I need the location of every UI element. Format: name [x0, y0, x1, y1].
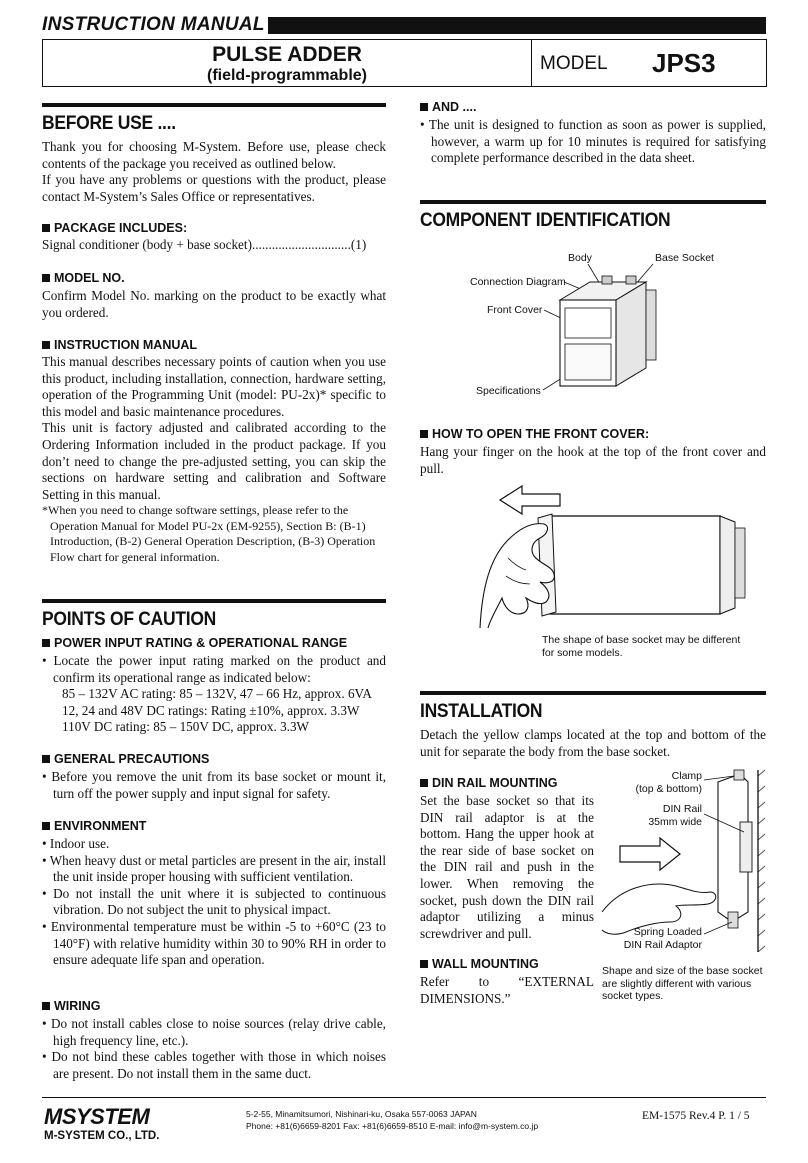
- label-spring-adaptor: Spring Loaded DIN Rail Adaptor: [623, 926, 702, 951]
- wall-mounting-text: Refer to “EXTERNAL DIMENSIONS.”: [420, 974, 594, 1006]
- base-socket-note: The shape of base socket may be different for some models.: [542, 634, 741, 659]
- wiring-heading: WIRING: [42, 999, 101, 1013]
- product-title-box: [42, 39, 532, 87]
- general-precautions-heading: GENERAL PRECAUTIONS: [42, 752, 209, 766]
- power-dc: 110V DC rating: 85 – 150V DC, approx. 3.3W: [62, 719, 310, 735]
- product-subtitle: (field-programmable): [206, 67, 367, 84]
- component-identification-heading: COMPONENT IDENTIFICATION: [420, 210, 671, 231]
- and-text: [420, 117, 766, 167]
- list-item: • Do not install cables close to noise sources (relay drive cable, high frequency line, etc.).: [42, 1016, 386, 1048]
- instruction-manual-text: [42, 354, 386, 565]
- before-use-intro: [42, 139, 386, 205]
- model-number: JPS3: [652, 48, 716, 78]
- din-rail-figure-note: Shape and size of the base socket are slightly different with various socket types.: [602, 965, 763, 1002]
- wall-mounting-heading: WALL MOUNTING: [420, 957, 539, 971]
- label-front-cover: Front Cover: [487, 304, 543, 316]
- section-bar: [42, 103, 386, 107]
- document-number: EM-1575 Rev.4 P. 1 / 5: [642, 1110, 750, 1122]
- power-dc: 12, 24 and 48V DC ratings: Rating ±10%, approx. 3.3W: [62, 702, 360, 718]
- model-no-text: Confirm Model No. marking on the product to be exactly what you ordered.: [42, 288, 386, 320]
- installation-heading: INSTALLATION: [420, 701, 543, 722]
- list-item: • Indoor use.: [42, 836, 110, 851]
- list-item: • Do not bind these cables together with those in which noises are present. Do not install them in the same duct.: [42, 1049, 386, 1081]
- environment-list: [42, 836, 386, 969]
- environment-heading: ENVIRONMENT: [42, 819, 146, 833]
- product-title: PULSE ADDER: [212, 43, 362, 66]
- intro-paragraph: If you have any problems or questions with the product, please contact M-System’s Sales Office or representatives.: [42, 172, 386, 204]
- installation-intro: Detach the yellow clamps located at the top and bottom of the unit for separate the body from the base socket.: [420, 727, 766, 759]
- section-bar: [42, 599, 386, 603]
- instruction-manual-heading: INSTRUCTION MANUAL: [42, 338, 197, 352]
- general-bullet: • Before you remove the unit from its base socket or mount it, turn off the power supply and input signal for safety.: [42, 769, 386, 801]
- package-text: Signal conditioner (body + base socket)..............................(1): [42, 237, 367, 252]
- points-of-caution-heading: POINTS OF CAUTION: [42, 609, 216, 630]
- list-item: • Do not install the unit where it is subjected to continuous vibration. Do not subject the unit to physical impact.: [42, 885, 386, 918]
- power-rating-text: [42, 653, 386, 736]
- model-no-heading: MODEL NO.: [42, 271, 125, 285]
- manual-title: INSTRUCTION MANUAL: [42, 14, 265, 35]
- din-rail-text: Set the base socket so that its DIN rail adaptor is at the bottom. Hang the upper hook at the rear side of base socket on the DIN rail and push in the lower. When removing the socket, push down the DIN rail adaptor utilizing a minus screwdriver and pull.: [420, 793, 594, 941]
- company-contact: Phone: +81(6)6659-8201 Fax: +81(6)6659-8510 E-mail: info@m-system.co.jp: [246, 1121, 539, 1131]
- open-cover-diagram: [460, 478, 760, 628]
- label-clamp: Clamp (top & bottom): [635, 770, 702, 795]
- company-address: 5-2-55, Minamitsumori, Nishinari-ku, Osaka 557-0063 JAPAN: [246, 1109, 477, 1119]
- list-item: • Environmental temperature must be within -5 to +60°C (23 to 140°F) with relative humidity within 30 to 90% RH in order to ensure adequate life span and operation.: [42, 918, 386, 968]
- label-connection-diagram: Connection Diagram: [470, 276, 566, 288]
- msystem-logo: MSYSTEM: [44, 1104, 150, 1129]
- and-bullet: • The unit is designed to function as soon as power is supplied, however, a warm up for 10 minutes is required for satisfying complete performance described in the data sheet.: [420, 117, 766, 166]
- before-use-heading: BEFORE USE ....: [42, 113, 176, 134]
- company-name: M-SYSTEM CO., LTD.: [44, 1130, 160, 1142]
- label-specifications: Specifications: [476, 385, 541, 397]
- power-rating-heading: POWER INPUT RATING & OPERATIONAL RANGE: [42, 636, 347, 650]
- label-din-rail: DIN Rail 35mm wide: [648, 803, 702, 828]
- section-bar: [420, 691, 766, 695]
- manual-note: *When you need to change software settings, please refer to the Operation Manual for Model PU-2x (EM-9255), Section B: (B-1) Introduction, (B-2) General Operation Description, (B-3) Operation Flow chart for general information.: [42, 503, 376, 564]
- manual-paragraph: This manual describes necessary points of caution when you use this product, including installation, connection, hardware setting, operation of the Programming Unit (model: PU-2x)* specific to this model and basic maintenance procedures.: [42, 354, 386, 419]
- and-heading: AND ....: [420, 100, 476, 114]
- din-rail-heading: DIN RAIL MOUNTING: [420, 776, 557, 790]
- model-label: MODEL: [540, 53, 608, 74]
- footer-line: [42, 1097, 766, 1098]
- general-precautions-text: [42, 769, 386, 802]
- intro-paragraph: Thank you for choosing M-System. Before use, please check contents of the package you received as outlined below.: [42, 139, 386, 171]
- open-front-cover-text: Hang your finger on the hook at the top of the front cover and pull.: [420, 444, 766, 476]
- label-body: Body: [568, 252, 592, 264]
- power-bullet: • Locate the power input rating marked on the product and confirm its operational range as indicated below:: [42, 653, 386, 685]
- section-bar: [420, 200, 766, 204]
- header-bar: [268, 17, 766, 34]
- model-box: [531, 39, 767, 87]
- open-front-cover-heading: HOW TO OPEN THE FRONT COVER:: [420, 427, 649, 441]
- component-diagram: [420, 240, 766, 410]
- power-ac: 85 – 132V AC rating: 85 – 132V, 47 – 66 Hz, approx. 6VA: [62, 686, 372, 702]
- manual-paragraph: This unit is factory adjusted and calibrated according to the Ordering Information included in the product package. If you don’t need to change the pre-adjusted setting, you can skip the sections on hardware setting and calibration and Software Setting in this manual.: [42, 420, 386, 502]
- list-item: • When heavy dust or metal particles are present in the air, install the unit inside proper housing with sufficient ventilation.: [42, 852, 386, 885]
- din-rail-diagram: [600, 762, 766, 958]
- label-base-socket: Base Socket: [655, 252, 714, 264]
- wiring-list: [42, 1016, 386, 1082]
- package-heading: PACKAGE INCLUDES:: [42, 221, 187, 235]
